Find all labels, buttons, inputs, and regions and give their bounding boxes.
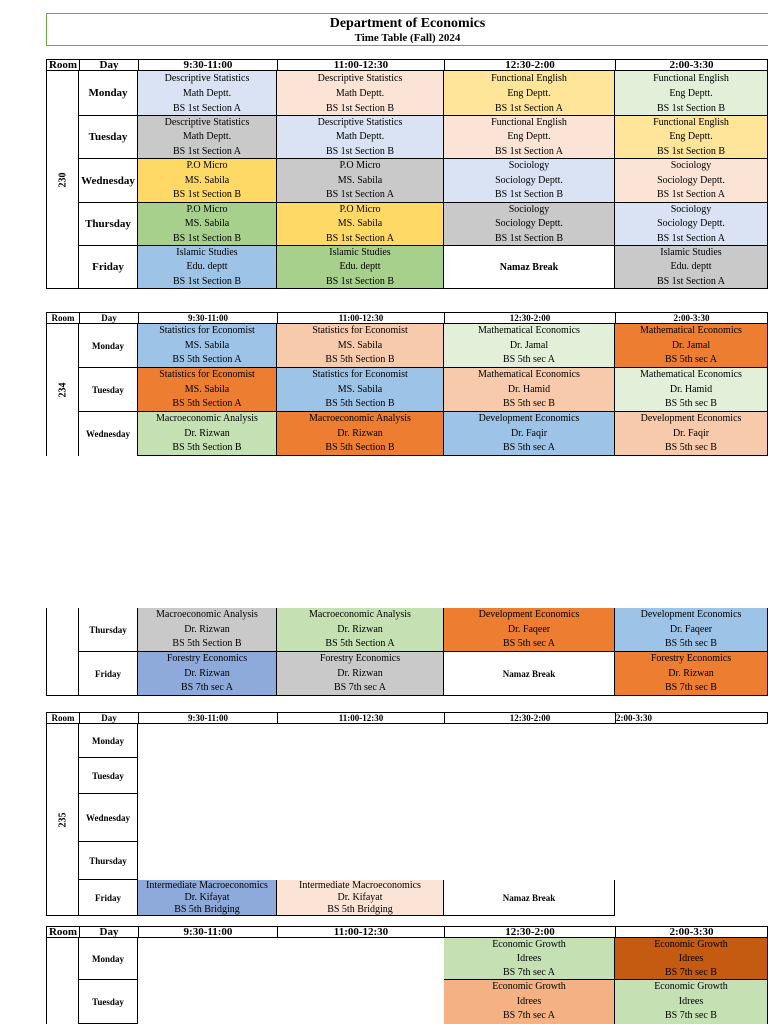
instructor-name: MS. Sabila: [337, 218, 383, 230]
course-name: Economic Growth: [492, 939, 566, 950]
instructor-name: Dr. Rizwan: [184, 623, 230, 635]
class-slot-cell: [277, 203, 444, 246]
course-name: Economic Growth: [654, 939, 728, 950]
room-cell: [46, 724, 79, 916]
instructor-name: Edu. deptt: [186, 261, 228, 273]
course-name: Islamic Studies: [176, 247, 238, 258]
section-label: BS 5th sec A: [503, 638, 555, 650]
instructor-name: MS. Sabila: [184, 383, 230, 395]
room-number: 235: [57, 812, 68, 827]
course-name: Intermediate Macroeconomics: [146, 880, 268, 891]
class-slot-cell: [138, 412, 277, 456]
class-slot-cell: [138, 880, 277, 916]
class-slot-cell: [277, 608, 444, 652]
instructor-name: Edu. deptt: [670, 261, 712, 273]
class-slot-cell: [615, 412, 768, 456]
course-name: P.O Micro: [186, 204, 228, 215]
class-slot-cell: [138, 246, 277, 289]
section-label: BS 5th Section B: [325, 354, 395, 366]
section-label: BS 5th Section B: [172, 442, 242, 454]
day-column-header: Day: [79, 313, 138, 323]
section-label: BS 5th sec A: [503, 354, 555, 366]
course-name: Sociology: [670, 160, 712, 171]
section-label: BS 5th Bridging: [327, 904, 393, 915]
class-slot-cell: [615, 246, 768, 289]
section-label: BS 1st Section A: [325, 189, 395, 201]
course-name: Economic Growth: [654, 981, 728, 992]
course-name: Forestry Economics: [319, 653, 401, 664]
instructor-name: Dr. Jamal: [671, 339, 711, 351]
instructor-name: Dr. Faqeer: [507, 623, 551, 635]
class-slot-cell: [277, 324, 444, 368]
day-label-tuesday: Tuesday: [79, 368, 138, 412]
class-slot-cell: [615, 938, 768, 980]
day-label-tuesday: Tuesday: [79, 758, 138, 794]
room-cell: [46, 324, 79, 456]
time-slot-header-1: 9:30-11:00: [138, 60, 277, 70]
section-label: BS 5th Section A: [325, 638, 395, 650]
section-label: BS 1st Section A: [656, 189, 726, 201]
course-name: P.O Micro: [186, 160, 228, 171]
section-label: BS 5th Section A: [172, 398, 242, 410]
section-label: BS 5th Section B: [325, 442, 395, 454]
day-column-header: Day: [79, 927, 138, 937]
day-label-tuesday: Tuesday: [79, 116, 138, 159]
class-slot-cell: [444, 368, 615, 412]
section-label: BS 5th sec A: [665, 354, 717, 366]
table-header-row: [46, 926, 768, 938]
instructor-name: Math Deptt.: [182, 88, 232, 99]
class-slot-cell: [444, 116, 615, 159]
course-name: Statistics for Economist: [159, 325, 255, 336]
namaz-break-cell: Namaz Break: [444, 880, 615, 916]
day-label-friday: Friday: [79, 652, 138, 696]
time-slot-header-4: 2:00-3:30: [615, 713, 768, 723]
course-name: Functional English: [653, 73, 729, 84]
class-slot-cell: [277, 159, 444, 203]
section-label: BS 5th Section B: [325, 398, 395, 410]
instructor-name: Dr. Rizwan: [337, 427, 383, 439]
course-name: Macroeconomic Analysis: [309, 609, 411, 620]
table-header-row: [46, 712, 768, 724]
course-name: Economic Growth: [492, 981, 566, 992]
class-slot-cell: [444, 608, 615, 652]
course-name: Intermediate Macroeconomics: [299, 880, 421, 891]
time-slot-header-4: 2:00-3:30: [615, 313, 768, 323]
instructor-name: Dr. Rizwan: [337, 667, 383, 679]
section-label: BS 1st Section B: [656, 103, 726, 114]
room-number: 234: [57, 382, 68, 398]
instructor-name: Eng Deptt.: [507, 88, 551, 99]
namaz-break-cell: Namaz Break: [444, 652, 615, 696]
time-slot-header-1: 9:30-11:00: [138, 713, 277, 723]
section-label: BS 1st Section B: [494, 232, 564, 244]
class-slot-cell: [138, 324, 277, 368]
instructor-name: Sociology Deptt.: [495, 218, 563, 230]
class-slot-cell: [277, 71, 444, 116]
section-label: BS 7th sec B: [665, 682, 717, 694]
course-name: Development Economics: [640, 413, 742, 424]
course-name: P.O Micro: [339, 204, 381, 215]
class-slot-cell: [615, 324, 768, 368]
section-label: BS 1st Section A: [656, 232, 726, 244]
course-name: Development Economics: [478, 413, 580, 424]
instructor-name: Eng Deptt.: [507, 131, 551, 143]
room-column-header: Room: [46, 313, 79, 323]
course-name: Sociology: [508, 160, 550, 171]
course-name: Development Economics: [640, 609, 742, 620]
instructor-name: Dr. Faqeer: [669, 623, 713, 635]
course-name: Macroeconomic Analysis: [156, 413, 258, 424]
course-name: Mathematical Economics: [478, 325, 580, 336]
namaz-break-cell: Namaz Break: [444, 246, 615, 289]
day-label-thursday: Thursday: [79, 842, 138, 880]
section-label: BS 5th Section B: [172, 638, 242, 650]
section-label: BS 1st Section A: [656, 275, 726, 287]
time-slot-header-1: 9:30-11:00: [138, 313, 277, 323]
class-slot-cell: [615, 203, 768, 246]
section-label: BS 7th sec A: [503, 967, 555, 978]
time-slot-header-3: 12:30-2:00: [444, 927, 615, 937]
instructor-name: MS. Sabila: [184, 339, 230, 351]
time-slot-header-2: 11:00-12:30: [277, 313, 444, 323]
instructor-name: Math Deptt.: [335, 88, 385, 99]
course-name: Functional English: [653, 117, 729, 128]
class-slot-cell: [138, 652, 277, 696]
room-column-header: Room: [46, 927, 79, 937]
class-slot-cell: [444, 938, 615, 980]
section-label: BS 1st Section B: [325, 145, 395, 157]
time-slot-header-2: 11:00-12:30: [277, 60, 444, 70]
day-label-thursday: Thursday: [79, 608, 138, 652]
section-label: BS 1st Section B: [172, 189, 242, 201]
room-cell: [46, 71, 79, 289]
time-slot-header-4: 2:00-3:30: [615, 60, 768, 70]
instructor-name: Dr. Faqir: [510, 427, 548, 439]
course-name: Mathematical Economics: [478, 369, 580, 380]
day-column-header: Day: [79, 60, 138, 70]
day-label-monday: Monday: [79, 938, 138, 980]
instructor-name: MS. Sabila: [337, 383, 383, 395]
instructor-name: Idrees: [516, 953, 542, 964]
class-slot-cell: [277, 246, 444, 289]
instructor-name: Dr. Rizwan: [184, 427, 230, 439]
time-slot-header-2: 11:00-12:30: [277, 713, 444, 723]
section-label: BS 5th Section A: [172, 354, 242, 366]
course-name: Descriptive Statistics: [317, 117, 403, 128]
time-slot-header-4: 2:00-3:30: [615, 927, 768, 937]
day-label-wednesday: Wednesday: [79, 159, 138, 203]
instructor-name: Dr. Rizwan: [668, 667, 714, 679]
timetable-subtitle: Time Table (Fall) 2024: [354, 32, 461, 44]
class-slot-cell: [444, 71, 615, 116]
instructor-name: Eng Deptt.: [669, 131, 713, 143]
course-name: Descriptive Statistics: [164, 117, 250, 128]
day-column-header: Day: [79, 713, 138, 723]
class-slot-cell: [615, 652, 768, 696]
instructor-name: MS. Sabila: [184, 218, 230, 230]
day-label-monday: Monday: [79, 724, 138, 758]
course-name: Islamic Studies: [660, 247, 722, 258]
course-name: Macroeconomic Analysis: [156, 609, 258, 620]
section-label: BS 7th sec A: [334, 682, 386, 694]
course-name: Sociology: [670, 204, 712, 215]
class-slot-cell: [615, 159, 768, 203]
section-label: BS 1st Section B: [494, 189, 564, 201]
time-slot-header-2: 11:00-12:30: [277, 927, 444, 937]
instructor-name: Dr. Jamal: [509, 339, 549, 351]
course-name: Islamic Studies: [329, 247, 391, 258]
time-slot-header-3: 12:30-2:00: [444, 713, 615, 723]
course-name: Statistics for Economist: [159, 369, 255, 380]
section-label: BS 1st Section A: [172, 103, 242, 114]
class-slot-cell: [277, 652, 444, 696]
day-label-monday: Monday: [79, 324, 138, 368]
instructor-name: Dr. Hamid: [507, 383, 551, 395]
day-label-wednesday: Wednesday: [79, 412, 138, 456]
class-slot-cell: [444, 980, 615, 1024]
day-label-wednesday: Wednesday: [79, 794, 138, 842]
course-name: Mathematical Economics: [640, 369, 742, 380]
section-label: BS 5th sec B: [665, 638, 717, 650]
room-cell: [46, 608, 79, 696]
section-label: BS 7th sec A: [181, 682, 233, 694]
class-slot-cell: [615, 71, 768, 116]
section-label: BS 1st Section B: [325, 103, 395, 114]
section-label: BS 5th sec B: [503, 398, 555, 410]
section-label: BS 5th sec B: [665, 442, 717, 454]
table-header-row: [46, 312, 768, 324]
instructor-name: Sociology Deptt.: [657, 218, 725, 230]
instructor-name: Idrees: [678, 953, 704, 964]
section-label: BS 5th sec B: [665, 398, 717, 410]
class-slot-cell: [138, 71, 277, 116]
room-cell: [46, 938, 79, 1024]
course-name: Development Economics: [478, 609, 580, 620]
day-label-friday: Friday: [79, 880, 138, 916]
instructor-name: Sociology Deptt.: [495, 174, 563, 186]
section-label: BS 7th sec A: [503, 1010, 555, 1022]
instructor-name: Edu. deptt: [339, 261, 381, 273]
instructor-name: MS. Sabila: [337, 174, 383, 186]
section-label: BS 7th sec B: [665, 967, 717, 978]
class-slot-cell: [138, 203, 277, 246]
section-label: BS 5th Bridging: [174, 904, 240, 915]
day-label-monday: Monday: [79, 71, 138, 116]
class-slot-cell: [277, 116, 444, 159]
course-name: Sociology: [508, 204, 550, 215]
course-name: Descriptive Statistics: [317, 73, 403, 84]
time-slot-header-3: 12:30-2:00: [444, 60, 615, 70]
room-column-header: Room: [46, 60, 79, 70]
class-slot-cell: [138, 159, 277, 203]
instructor-name: Sociology Deptt.: [657, 174, 725, 186]
class-slot-cell: [444, 203, 615, 246]
section-label: BS 1st Section A: [325, 232, 395, 244]
instructor-name: Dr. Rizwan: [337, 623, 383, 635]
instructor-name: Math Deptt.: [335, 131, 385, 143]
day-label-friday: Friday: [79, 246, 138, 289]
time-slot-header-1: 9:30-11:00: [138, 927, 277, 937]
section-label: BS 1st Section A: [494, 103, 564, 114]
instructor-name: Idrees: [678, 995, 704, 1007]
day-label-thursday: Thursday: [79, 203, 138, 246]
instructor-name: MS. Sabila: [337, 339, 383, 351]
instructor-name: Eng Deptt.: [669, 88, 713, 99]
section-label: BS 1st Section A: [172, 145, 242, 157]
class-slot-cell: [444, 412, 615, 456]
class-slot-cell: [138, 368, 277, 412]
section-label: BS 1st Section B: [656, 145, 726, 157]
course-name: P.O Micro: [339, 160, 381, 171]
course-name: Macroeconomic Analysis: [309, 413, 411, 424]
instructor-name: Idrees: [516, 995, 542, 1007]
section-label: BS 1st Section B: [325, 275, 395, 287]
class-slot-cell: [615, 368, 768, 412]
class-slot-cell: [277, 412, 444, 456]
course-name: Functional English: [491, 117, 567, 128]
instructor-name: Math Deptt.: [182, 131, 232, 143]
course-name: Forestry Economics: [166, 653, 248, 664]
section-label: BS 7th sec B: [665, 1010, 717, 1022]
instructor-name: MS. Sabila: [184, 174, 230, 186]
class-slot-cell: [277, 880, 444, 916]
course-name: Statistics for Economist: [312, 369, 408, 380]
table-header-row: [46, 59, 768, 71]
course-name: Descriptive Statistics: [164, 73, 250, 84]
course-name: Functional English: [491, 73, 567, 84]
room-number: 230: [57, 172, 68, 187]
class-slot-cell: [138, 608, 277, 652]
class-slot-cell: [615, 980, 768, 1024]
section-label: BS 1st Section B: [172, 232, 242, 244]
instructor-name: Dr. Faqir: [672, 427, 710, 439]
class-slot-cell: [138, 116, 277, 159]
room-column-header: Room: [46, 713, 79, 723]
time-slot-header-3: 12:30-2:00: [444, 313, 615, 323]
section-label: BS 1st Section B: [172, 275, 242, 287]
class-slot-cell: [277, 368, 444, 412]
timetable-header: [46, 13, 768, 46]
department-title: Department of Economics: [329, 16, 486, 31]
course-name: Mathematical Economics: [640, 325, 742, 336]
course-name: Statistics for Economist: [312, 325, 408, 336]
section-label: BS 5th sec A: [503, 442, 555, 454]
class-slot-cell: [615, 608, 768, 652]
section-label: BS 1st Section A: [494, 145, 564, 157]
instructor-name: Dr. Kifayat: [184, 892, 230, 903]
course-name: Forestry Economics: [650, 653, 732, 664]
class-slot-cell: [444, 324, 615, 368]
instructor-name: Dr. Rizwan: [184, 667, 230, 679]
class-slot-cell: [444, 159, 615, 203]
day-label-tuesday: Tuesday: [79, 980, 138, 1024]
instructor-name: Dr. Hamid: [669, 383, 713, 395]
class-slot-cell: [615, 116, 768, 159]
instructor-name: Dr. Kifayat: [337, 892, 383, 903]
